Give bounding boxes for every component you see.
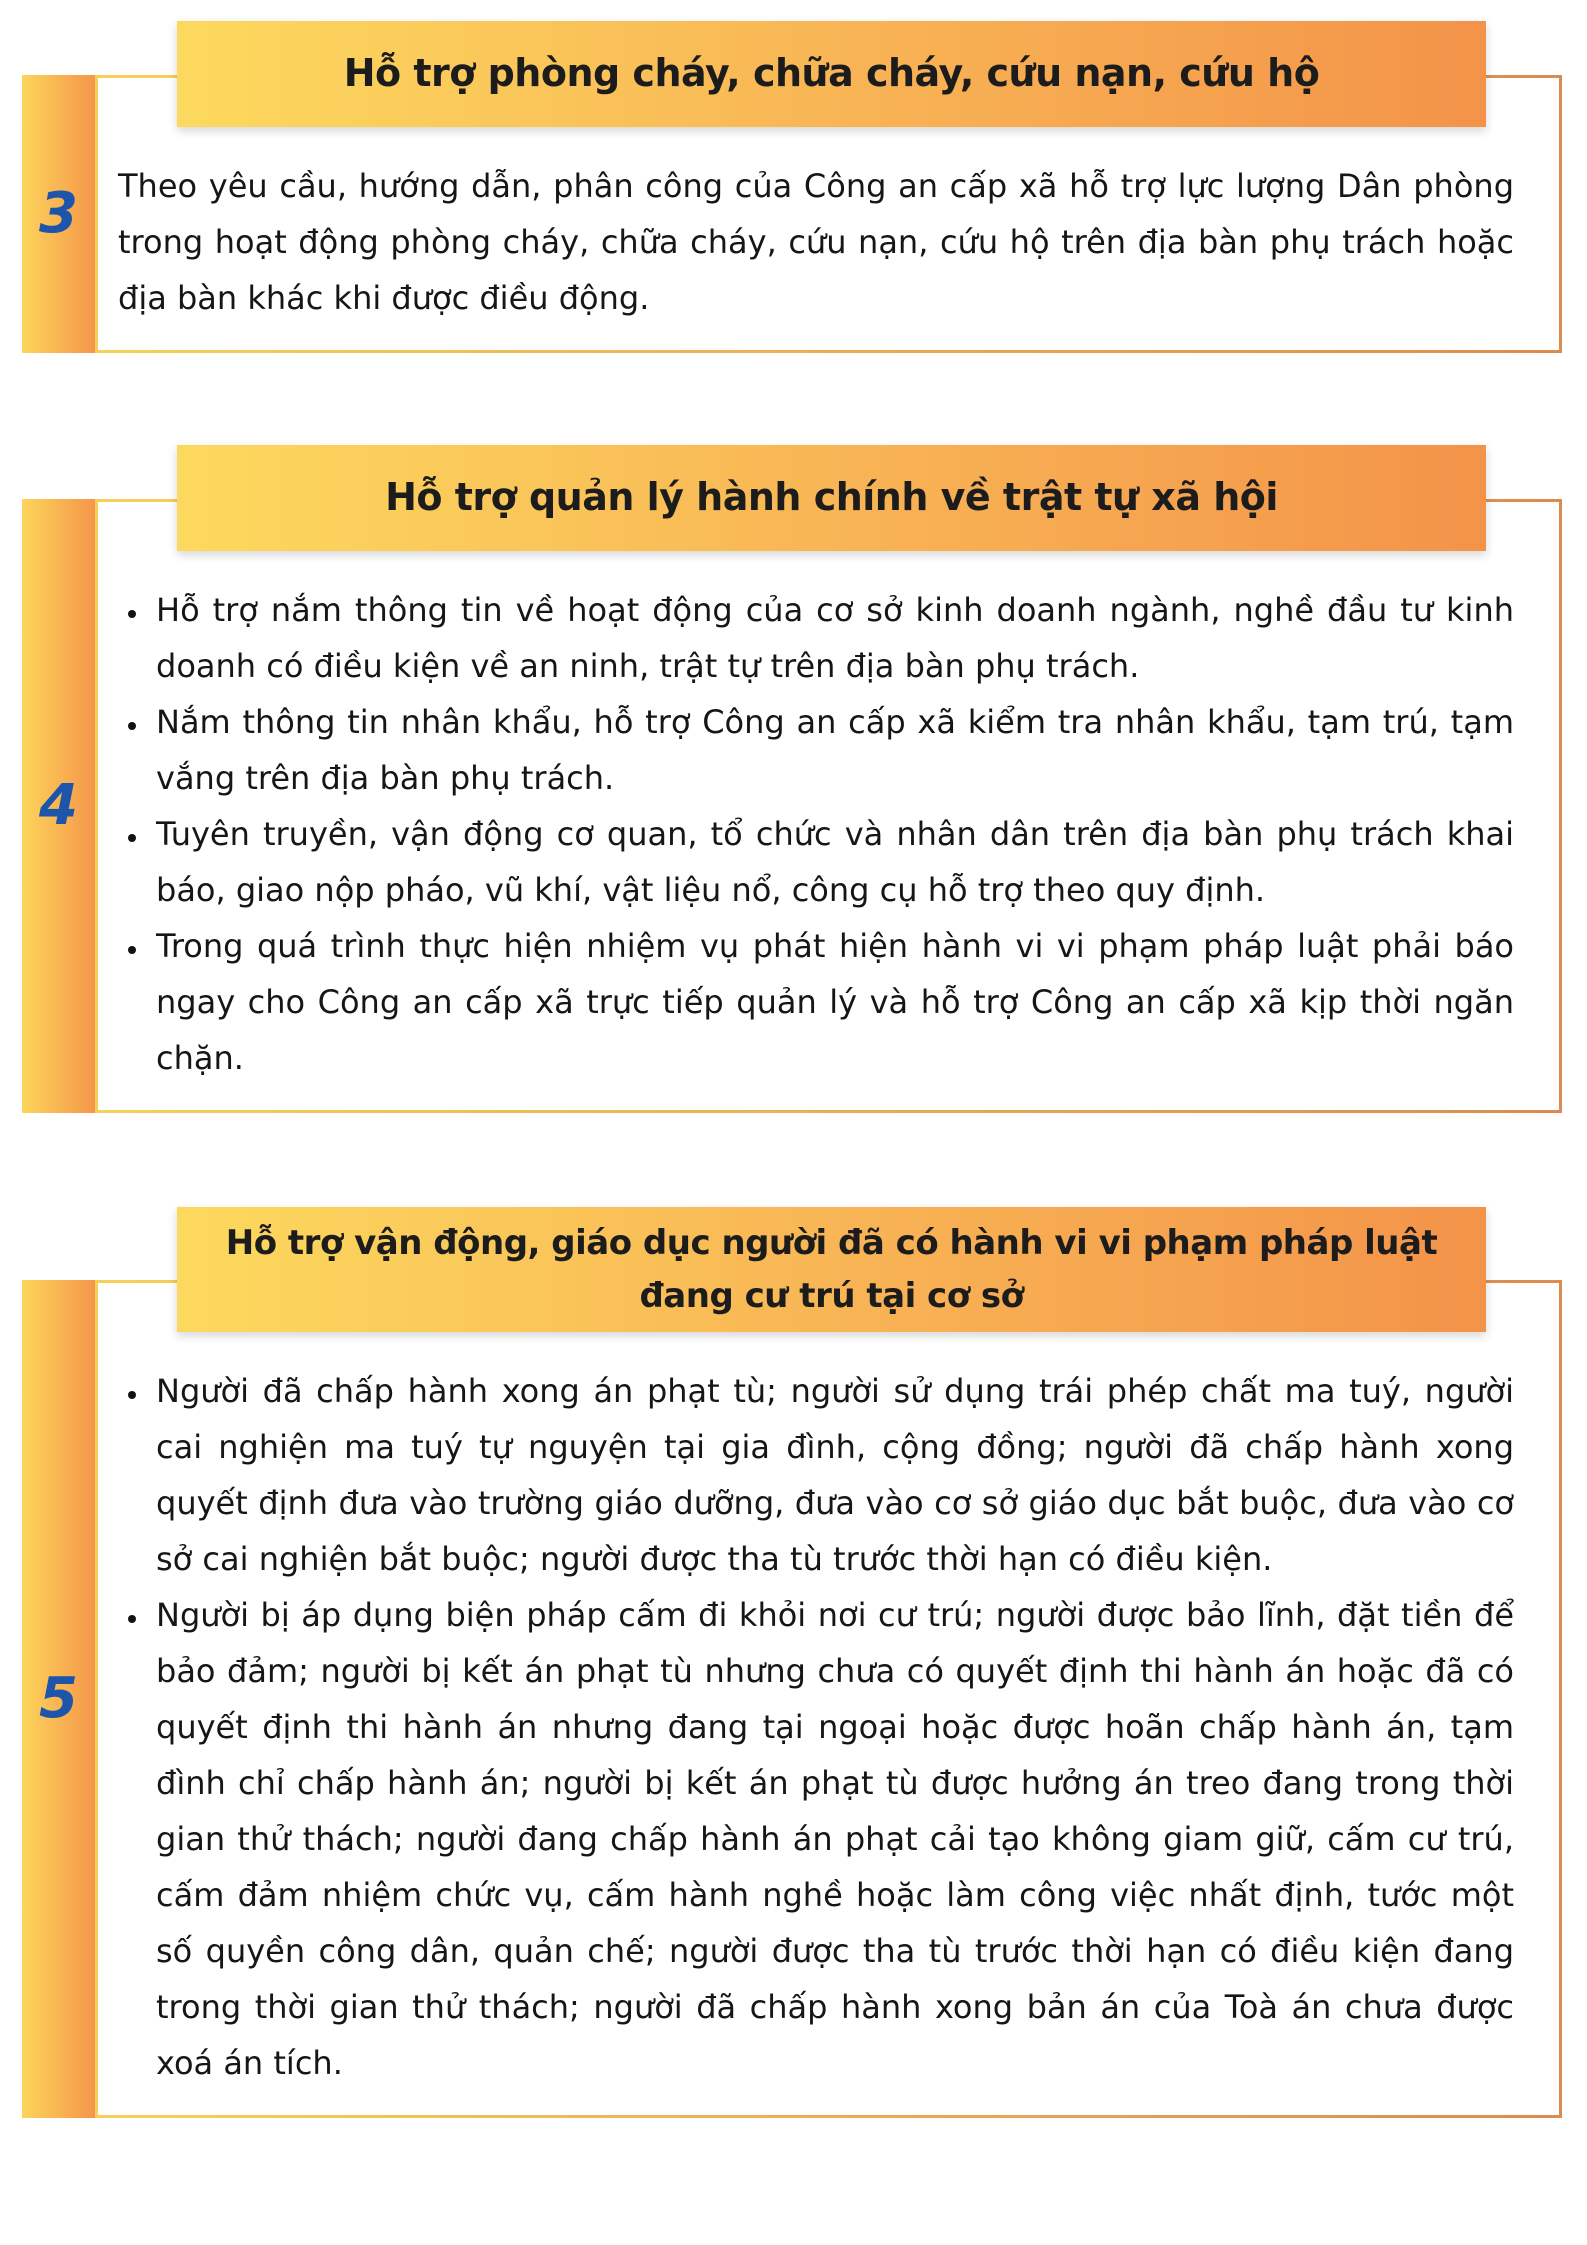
duty-3-number: 3 bbox=[39, 181, 78, 246]
duty-5-body-row bbox=[22, 1280, 1587, 2118]
duty-5-bullet-item: • Người đã chấp hành xong án phạt tù; người sử dụng trái phép chất ma tuý, người cai nghiện ma tuý tự nguyện tại gia đình, cộng đồng; người đã chấp hành xong quyết định đưa vào trường giáo dưỡng, đưa vào cơ sở giáo dục bắt buộc, đưa vào cơ sở cai nghiện bắt buộc; người được tha tù trước thời hạn có điều kiện. bbox=[150, 1363, 1514, 1587]
duty-section-5 bbox=[0, 1207, 1587, 2118]
duty-3-title: Hỗ trợ phòng cháy, chữa cháy, cứu nạn, cứu hộ bbox=[343, 51, 1320, 96]
duty-4-bullet-item: • Trong quá trình thực hiện nhiệm vụ phát hiện hành vi vi phạm pháp luật phải báo ngay cho Công an cấp xã trực tiếp quản lý và hỗ trợ Công an cấp xã kịp thời ngăn chặn. bbox=[150, 918, 1514, 1086]
duty-4-content-box bbox=[95, 499, 1562, 1113]
duty-5-title bbox=[226, 1217, 1437, 1322]
duty-5-bullet-item: • Người bị áp dụng biện pháp cấm đi khỏi nơi cư trú; người được bảo lĩnh, đặt tiền để bảo đảm; người bị kết án phạt tù nhưng chưa có quyết định thi hành án hoặc đã có quyết định thi hành án nhưng đang tại ngoại hoặc được hoãn chấp hành án, tạm đình chỉ chấp hành án; người bị kết án phạt tù được hưởng án treo đang trong thời gian thử thách; người đang chấp hành án phạt cải tạo không giam giữ, cấm cư trú, cấm đảm nhiệm chức vụ, cấm hành nghề hoặc làm công việc nhất định, tước một số quyền công dân, quản chế; người được tha tù trước thời hạn có điều kiện đang trong thời gian thử thách; người đã chấp hành xong bản án của Toà án chưa được xoá án tích. bbox=[150, 1587, 1514, 2091]
duty-4-bullet-item: • Hỗ trợ nắm thông tin về hoạt động của cơ sở kinh doanh ngành, nghề đầu tư kinh doanh có điều kiện về an ninh, trật tự trên địa bàn phụ trách. bbox=[150, 582, 1514, 694]
duty-section-4 bbox=[0, 445, 1587, 1113]
duty-3-paragraph: Theo yêu cầu, hướng dẫn, phân công của Công an cấp xã hỗ trợ lực lượng Dân phòng trong hoạt động phòng cháy, chữa cháy, cứu nạn, cứu hộ trên địa bàn phụ trách hoặc địa bàn khác khi được điều động. bbox=[118, 167, 1514, 317]
duty-5-number-bar bbox=[22, 1280, 95, 2118]
duty-4-number: 4 bbox=[39, 773, 78, 838]
duty-4-number-bar bbox=[22, 499, 95, 1113]
duty-4-body-row bbox=[22, 499, 1587, 1113]
duty-5-bullet-list bbox=[118, 1363, 1514, 2091]
duty-4-title: Hỗ trợ quản lý hành chính về trật tự xã hội bbox=[385, 475, 1278, 520]
duty-5-title-banner bbox=[177, 1207, 1486, 1332]
duty-5-title-line-1: Hỗ trợ vận động, giáo dục người đã có hành vi vi phạm pháp luật bbox=[225, 1223, 1438, 1263]
duty-5-number: 5 bbox=[39, 1666, 78, 1732]
duty-4-bullet-item: • Nắm thông tin nhân khẩu, hỗ trợ Công an cấp xã kiểm tra nhân khẩu, tạm trú, tạm vắng trên địa bàn phụ trách. bbox=[150, 694, 1514, 806]
duty-4-title-banner bbox=[177, 445, 1486, 551]
duty-4-bullet-item: • Tuyên truyền, vận động cơ quan, tổ chức và nhân dân trên địa bàn phụ trách khai báo, giao nộp pháo, vũ khí, vật liệu nổ, công cụ hỗ trợ theo quy định. bbox=[150, 806, 1514, 918]
duty-section-3 bbox=[0, 21, 1587, 353]
duty-5-title-line-2: đang cư trú tại cơ sở bbox=[639, 1275, 1024, 1316]
duty-3-title-banner bbox=[177, 21, 1486, 127]
duty-5-content-box bbox=[95, 1280, 1562, 2118]
duty-3-number-bar bbox=[22, 75, 95, 353]
duty-4-bullet-list bbox=[118, 582, 1514, 1086]
